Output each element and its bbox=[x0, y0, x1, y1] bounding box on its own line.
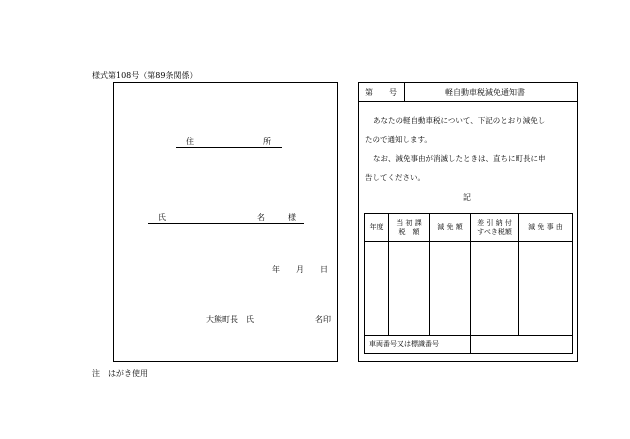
postcard-front bbox=[113, 82, 338, 362]
form-label: 様式第108号（第89条関係） bbox=[92, 71, 198, 80]
col-payable-line2: すべき税額 bbox=[477, 227, 512, 236]
reduction-notice bbox=[358, 82, 578, 362]
col-payable bbox=[471, 214, 519, 242]
col-reason: 減 免 事 由 bbox=[519, 214, 573, 242]
name-honorific: 様 bbox=[288, 213, 296, 222]
sender-name: 大熊町長 氏 bbox=[206, 315, 254, 324]
col-initial-tax bbox=[389, 214, 430, 242]
table-row bbox=[365, 242, 573, 336]
col-year: 年度 bbox=[365, 214, 389, 242]
reduction-table bbox=[364, 213, 573, 354]
table-header-row bbox=[365, 214, 573, 242]
address-label-right: 所 bbox=[263, 137, 271, 146]
col-reduction: 減 免 額 bbox=[430, 214, 471, 242]
footnote: 注 はがき使用 bbox=[92, 369, 148, 378]
cell-year bbox=[365, 242, 389, 336]
notice-title: 軽自動車税減免通知書 bbox=[445, 88, 525, 97]
cell-initial-tax bbox=[389, 242, 430, 336]
cell-payable bbox=[471, 242, 519, 336]
date-field: 年 月 日 bbox=[272, 265, 328, 274]
notice-body-line: 告してください。 bbox=[365, 173, 425, 182]
notice-body-line: あなたの軽自動車税について、下記のとおり減免し bbox=[373, 116, 546, 125]
col-payable-line1: 差 引 納 付 bbox=[477, 218, 512, 227]
col-initial-tax-line2: 税 額 bbox=[398, 227, 420, 236]
vehicle-label: 車両番号又は標識番号 bbox=[365, 336, 471, 354]
seal-label: 名印 bbox=[315, 315, 331, 324]
notice-body-line: なお、減免事由が消滅したときは、直ちに町長に申 bbox=[373, 154, 546, 163]
vehicle-value bbox=[471, 336, 573, 354]
notice-ki: 記 bbox=[463, 193, 471, 202]
name-label-left: 氏 bbox=[158, 213, 166, 222]
notice-body-line: たので通知します。 bbox=[365, 135, 432, 144]
notice-number-label: 第 号 bbox=[365, 88, 397, 97]
address-label-left: 住 bbox=[186, 137, 194, 146]
name-line bbox=[148, 213, 304, 224]
cell-reason bbox=[519, 242, 573, 336]
vehicle-row bbox=[365, 336, 573, 354]
cell-reduction bbox=[430, 242, 471, 336]
col-initial-tax-line1: 当 初 課 bbox=[396, 218, 422, 227]
name-label-mid: 名 bbox=[257, 213, 265, 222]
